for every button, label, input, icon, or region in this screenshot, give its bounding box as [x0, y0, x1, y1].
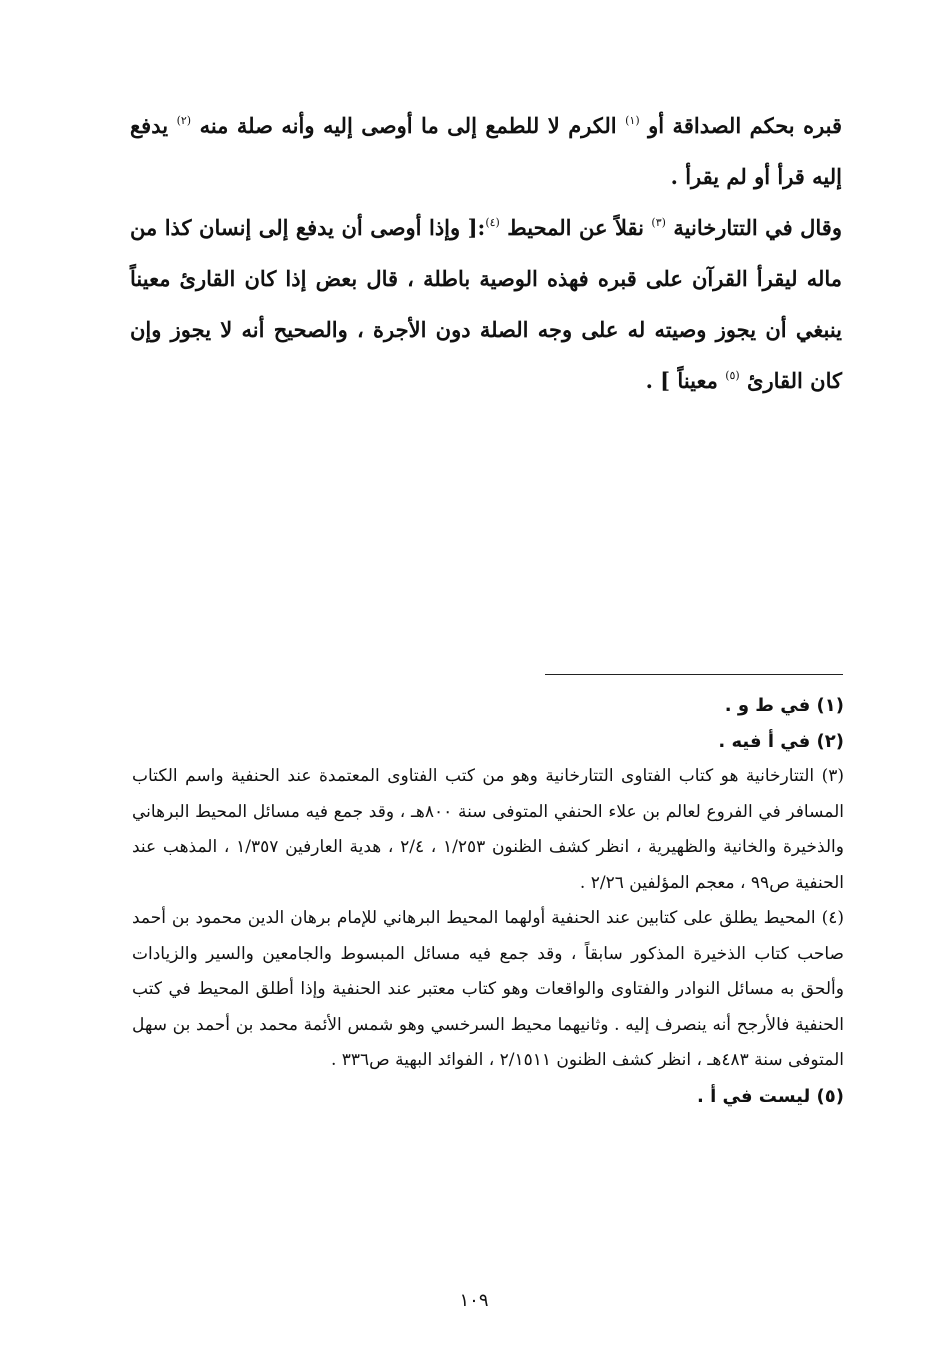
footnote-ref-2: (٢)	[176, 114, 192, 127]
footnote-ref-5: (٥)	[725, 369, 740, 382]
footnote-ref-3: (٣)	[651, 216, 666, 229]
paragraph-1-part-a: قبره بحكم الصداقة أو	[648, 113, 843, 138]
footnote-3: (٣) التتارخانية هو كتاب الفتاوى التتارخانية وهو من كتب الفتاوى المعتمدة عند الحنفية واسم الكتاب المسافر في الفروع لعالم بن علاء الحنفي المتوفى سنة ٨٠٠هـ ، وقد جمع فيه مسائل المحيط البرهاني والذخيرة والخانية والظهيرية ، انظر كشف الظنون ١/٢٥٣ ، ٢/٤ ، هدية العارفين ١/٣٥٧ ، المذهب عند الحنفية ص٩٩ ، معجم المؤلفين ٢/٢٦ .	[132, 766, 844, 893]
footnote-1: (١) في ط و .	[724, 695, 844, 716]
footnote-ref-4: (٤)	[485, 216, 500, 229]
paragraph-1-part-c: يدفع إليه قرأ أو لم يقرأ .	[130, 113, 842, 189]
paragraph-2-part-a: وقال في التتارخانية	[673, 215, 842, 240]
paragraph-1-part-b: الكرم لا للطمع إلى ما أوصى إليه وأنه صلة منه	[199, 113, 617, 138]
paragraph-2	[130, 202, 842, 406]
main-text	[130, 100, 842, 406]
paragraph-2-part-c: :[ وإذا أوصى أن يدفع إلى إنسان كذا من ماله ليقرأ القرآن على قبره فهذه الوصية باطلة ، قال بعض إذا كان القارئ معيناً ينبغي أن يجوز وصيته له على وجه الصلة دون الأجرة ، والصحيح أنه لا يجوز وإن كان القارئ	[130, 215, 842, 393]
paragraph-1	[130, 100, 842, 202]
footnote-2: (٢) في أ فيه .	[718, 730, 844, 752]
page-number: ١٠٩	[459, 1290, 489, 1311]
paragraph-2-part-b: نقلاً عن المحيط	[507, 215, 644, 240]
footnote-5: (٥) ليست في أ .	[696, 1085, 844, 1107]
footnote-4: (٤) المحيط يطلق على كتابين عند الحنفية أولهما المحيط البرهاني للإمام برهان الدين محمود بن أحمد صاحب كتاب الذخيرة المذكور سابقاً ، وقد جمع فيه مسائل المبسوط والجامعين والسير والزيادات وألحق به مسائل النوادر والفتاوى والواقعات وهو كتاب معتبر عند الحنفية وإذا أطلق المحيط في كتب الحنفية فالأرجح أنه ينصرف إليه . وثانيهما محيط السرخسي وهو شمس الأئمة محمد بن أحمد بن سهل المتوفى سنة ٤٨٣هـ ، انظر كشف الظنون ٢/١٥١١ ، الفوائد البهية ص٣٣٦ .	[132, 908, 844, 1070]
footnotes	[132, 688, 844, 1114]
footnote-ref-1: (١)	[625, 114, 640, 127]
paragraph-2-part-d: معيناً ] .	[645, 368, 718, 393]
footnote-separator	[545, 674, 843, 675]
